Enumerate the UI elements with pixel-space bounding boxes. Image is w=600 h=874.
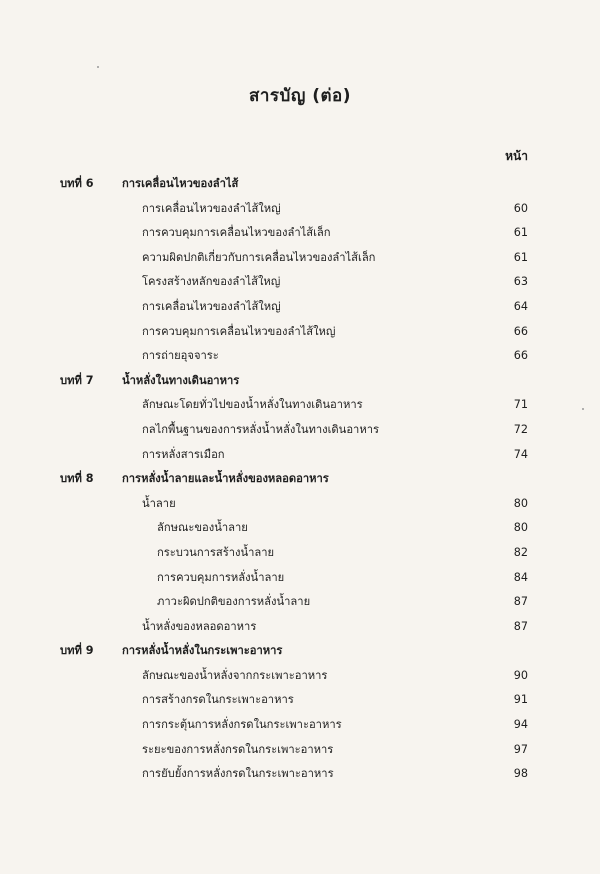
entry-page-number: 84 bbox=[513, 570, 528, 584]
toc-entry bbox=[0, 393, 600, 418]
entry-page-number: 98 bbox=[513, 767, 528, 781]
entry-title: ระยะของการหลั่งกรดในกระเพาะอาหาร bbox=[142, 742, 334, 756]
entry-title: การกระตุ้นการหลั่งกรดในกระเพาะอาหาร bbox=[142, 718, 342, 732]
entry-title: การยับยั้งการหลั่งกรดในกระเพาะอาหาร bbox=[142, 767, 334, 781]
entry-page-number: 61 bbox=[513, 250, 528, 264]
entry-title: น้ำลาย bbox=[142, 496, 176, 510]
chapter-title: การหลั่งน้ำลายและน้ำหลั่งของหลอดอาหาร bbox=[122, 472, 329, 486]
entry-title: ลักษณะของน้ำลาย bbox=[157, 521, 248, 535]
entry-title: ลักษณะโดยทั่วไปของน้ำหลั่งในทางเดินอาหาร bbox=[142, 398, 363, 412]
chapter-number: บทที่ 9 bbox=[60, 644, 94, 658]
entry-page-number: 87 bbox=[513, 595, 528, 609]
chapter-title: การเคลื่อนไหวของลำไส้ bbox=[122, 177, 239, 190]
entry-page-number: 82 bbox=[513, 545, 528, 559]
toc-entry bbox=[0, 664, 600, 689]
toc-entry bbox=[0, 221, 600, 246]
entry-page-number: 61 bbox=[513, 226, 528, 240]
toc-entry bbox=[0, 516, 600, 541]
entry-page-number: 72 bbox=[513, 422, 528, 436]
chapter-title: การหลั่งน้ำหลั่งในกระเพาะอาหาร bbox=[122, 644, 283, 658]
page-title: สารบัญ (ต่อ) bbox=[248, 86, 352, 106]
chapter-number: บทที่ 7 bbox=[60, 373, 94, 387]
chapter-row bbox=[0, 369, 600, 394]
entry-page-number: 74 bbox=[513, 447, 528, 461]
toc-entry bbox=[0, 590, 600, 615]
paper-speck bbox=[97, 66, 99, 68]
entry-title: การเคลื่อนไหวของลำไส้ใหญ่ bbox=[142, 201, 281, 215]
toc-entry bbox=[0, 738, 600, 763]
entry-title: โครงสร้างหลักของลำไส้ใหญ่ bbox=[142, 275, 281, 289]
entry-title: การหลั่งสารเมือก bbox=[142, 447, 225, 461]
entry-page-number: 91 bbox=[513, 693, 528, 707]
entry-page-number: 97 bbox=[513, 742, 528, 756]
toc-entry bbox=[0, 320, 600, 345]
entry-title: การควบคุมการหลั่งน้ำลาย bbox=[157, 570, 285, 584]
entry-page-number: 94 bbox=[513, 718, 528, 732]
toc-entry bbox=[0, 418, 600, 443]
entry-page-number: 80 bbox=[513, 496, 528, 510]
entry-title: การสร้างกรดในกระเพาะอาหาร bbox=[142, 693, 294, 707]
toc-entry bbox=[0, 246, 600, 271]
chapter-number: บทที่ 8 bbox=[60, 472, 94, 486]
toc-entry bbox=[0, 762, 600, 787]
toc-entry bbox=[0, 566, 600, 591]
chapter-number: บทที่ 6 bbox=[60, 177, 94, 190]
entry-title: ลักษณะของน้ำหลั่งจากกระเพาะอาหาร bbox=[142, 668, 328, 682]
toc-entry bbox=[0, 713, 600, 738]
page-column-header: หน้า bbox=[505, 149, 528, 163]
entry-title: น้ำหลั่งของหลอดอาหาร bbox=[142, 619, 257, 633]
entry-page-number: 80 bbox=[513, 521, 528, 535]
entry-page-number: 66 bbox=[513, 349, 528, 363]
table-of-contents bbox=[0, 172, 600, 787]
entry-title: ภาวะผิดปกติของการหลั่งน้ำลาย bbox=[157, 595, 311, 609]
entry-title: กระบวนการสร้างน้ำลาย bbox=[157, 545, 275, 559]
entry-page-number: 63 bbox=[513, 275, 528, 289]
entry-page-number: 60 bbox=[513, 201, 528, 215]
entry-title: การถ่ายอุจจาระ bbox=[142, 349, 219, 363]
entry-title: การควบคุมการเคลื่อนไหวของลำไส้เล็ก bbox=[142, 226, 331, 240]
chapter-row bbox=[0, 172, 600, 197]
entry-title: การเคลื่อนไหวของลำไส้ใหญ่ bbox=[142, 299, 281, 313]
toc-entry bbox=[0, 443, 600, 468]
entry-title: กลไกพื้นฐานของการหลั่งน้ำหลั่งในทางเดินอาหาร bbox=[142, 422, 379, 436]
toc-entry bbox=[0, 344, 600, 369]
toc-entry bbox=[0, 492, 600, 517]
chapter-title: น้ำหลั่งในทางเดินอาหาร bbox=[122, 373, 240, 387]
entry-title: ความผิดปกติเกี่ยวกับการเคลื่อนไหวของลำไส้เล็ก bbox=[142, 250, 376, 264]
chapter-row bbox=[0, 639, 600, 664]
entry-page-number: 71 bbox=[513, 398, 528, 412]
toc-entry bbox=[0, 688, 600, 713]
entry-title: การควบคุมการเคลื่อนไหวของลำไส้ใหญ่ bbox=[142, 324, 336, 338]
entry-page-number: 87 bbox=[513, 619, 528, 633]
toc-entry bbox=[0, 270, 600, 295]
chapter-row bbox=[0, 467, 600, 492]
toc-entry bbox=[0, 295, 600, 320]
entry-page-number: 64 bbox=[513, 299, 528, 313]
entry-page-number: 66 bbox=[513, 324, 528, 338]
toc-entry bbox=[0, 197, 600, 222]
toc-entry bbox=[0, 541, 600, 566]
toc-entry bbox=[0, 615, 600, 640]
entry-page-number: 90 bbox=[513, 668, 528, 682]
